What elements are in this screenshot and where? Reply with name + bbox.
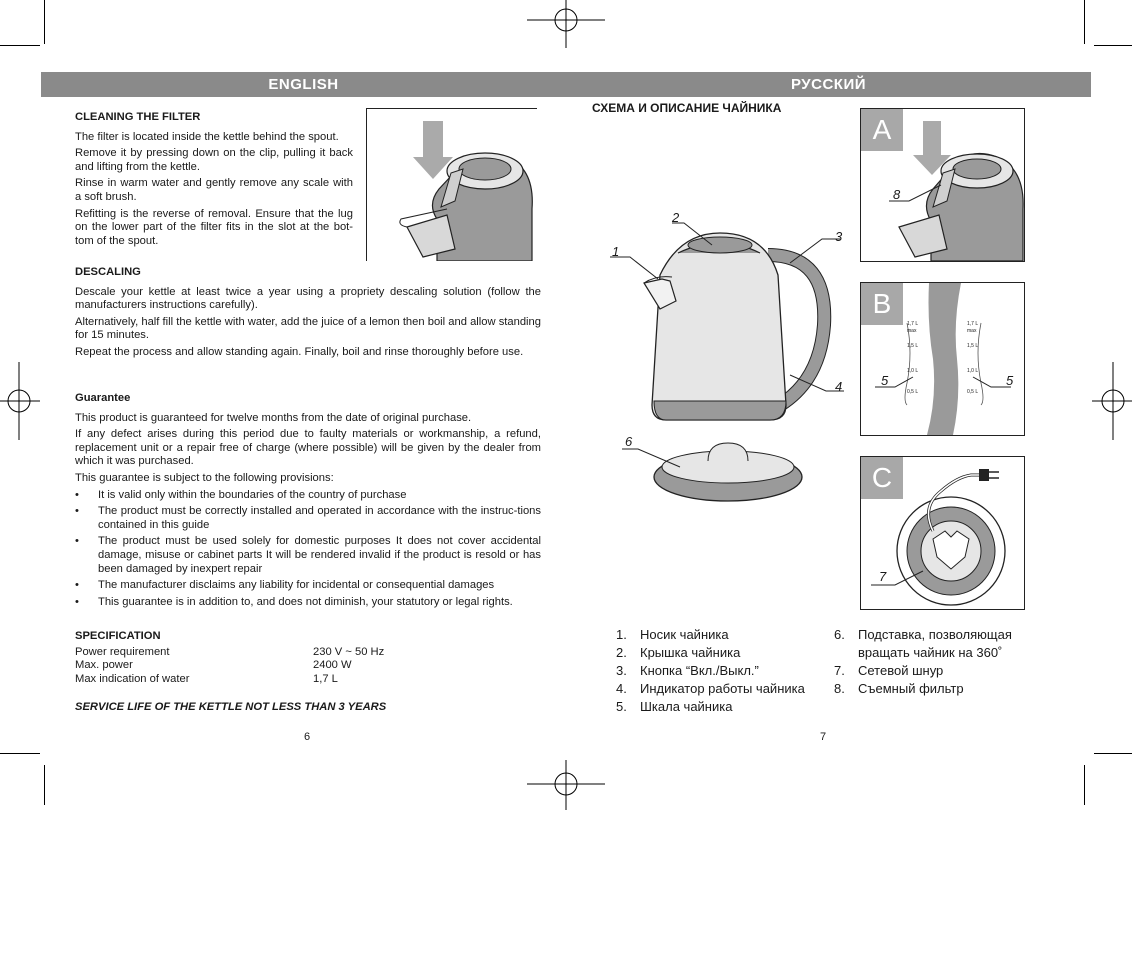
list-item: • This guarantee is in addition to, and does not diminish, your statutory or legal rights. (75, 596, 541, 610)
list-item (616, 698, 805, 716)
spec-label: Max indication of water (75, 672, 190, 685)
guarantee-provisions-list (75, 489, 541, 610)
list-item (616, 626, 805, 644)
guarantee-p3: This guarantee is subject to the following provisions: (75, 471, 334, 484)
callout-6: 6 (625, 434, 633, 449)
parts-list-right (834, 626, 1012, 698)
scale-mark: 1,7 L (967, 321, 979, 327)
cleaning-filter-title: CLEANING THE FILTER (75, 111, 201, 123)
russian-header: РУССКИЙ (566, 72, 1091, 97)
specification-title: SPECIFICATION (75, 630, 161, 642)
descaling-p1: Descale your kettle at least twice a year using a propriety descaling solution (follow the manufacturers instructions carefully). (75, 285, 541, 312)
list-item (616, 662, 805, 680)
cleaning-p1: The filter is located inside the kettle behind the spout. (75, 130, 339, 143)
callout-8: 8 (893, 187, 901, 202)
spec-row (75, 646, 541, 660)
list-item (616, 644, 805, 662)
scale-mark: 1,5 L (967, 343, 979, 349)
spec-label: Power requirement (75, 645, 170, 658)
scale-mark: 0,5 L (967, 389, 979, 395)
list-item (616, 680, 805, 698)
spec-value: 1,7 L (313, 672, 338, 685)
spec-row (75, 673, 541, 687)
cleaning-p4: Refitting is the reverse of removal. Ensure that the lug on the lower part of the filter fits in the slot at the bot-tom of the spout. (75, 207, 353, 247)
callout-2: 2 (672, 210, 680, 225)
spec-label: Max. power (75, 659, 133, 672)
scale-mark: 1,0 L (967, 368, 979, 374)
item-text: Носик чайника (640, 627, 729, 642)
panel-b (860, 282, 1025, 436)
filter-illustration (366, 108, 537, 261)
descaling-section (75, 266, 541, 363)
scale-mark: 1,0 L (907, 368, 919, 374)
page-number-right: 7 (820, 731, 827, 743)
panel-a-letter: A (861, 109, 903, 151)
descaling-title: DESCALING (75, 266, 141, 278)
item-text: Индикатор работы чайника (640, 681, 805, 696)
item-number: 5. (616, 699, 627, 714)
item-number: 8. (834, 681, 845, 696)
list-item (834, 644, 1012, 662)
panel-c (860, 456, 1025, 610)
item-text: Шкала чайника (640, 699, 733, 714)
list-item (834, 680, 1012, 698)
item-text: Сетевой шнур (858, 663, 944, 678)
item-text: Съемный фильтр (858, 681, 964, 696)
callout-4: 4 (835, 379, 843, 394)
spec-row (75, 659, 541, 673)
kettle-filter-drawing (367, 109, 537, 261)
item-number: 7. (834, 663, 845, 678)
scale-mark: 0,5 L (907, 389, 919, 395)
list-item: • The product must be used solely for domestic purposes It does not cover accidental damage, misuse or cabinet parts It will be rendered invalid if the product is resold or has been damaged by inexpert repair (75, 535, 541, 576)
item-number: 1. (616, 627, 627, 642)
panel-c-letter: C (861, 457, 903, 499)
guarantee-section (75, 392, 541, 612)
cleaning-p3: Rinse in warm water and gently remove any scale with a soft brush. (75, 177, 353, 203)
plug-icon (979, 469, 989, 481)
item-text: Кнопка “Вкл./Выкл.” (640, 663, 759, 678)
russian-title: СХЕМА И ОПИСАНИЕ ЧАЙНИКА (592, 101, 782, 115)
item-number: 6. (834, 627, 845, 642)
callout-3: 3 (835, 229, 843, 244)
cleaning-p2: Remove it by pressing down on the clip, pulling it back and lifting from the kettle. (75, 147, 353, 173)
guarantee-title: Guarantee (75, 392, 131, 404)
list-item: • It is valid only within the boundaries of the country of purchase (75, 489, 541, 503)
panel-a (860, 108, 1025, 262)
scale-mark: max (907, 328, 917, 334)
descaling-p2: Alternatively, half fill the kettle with water, add the juice of a lemon then boil and allow standing for 15 minutes. (75, 315, 541, 342)
parts-list-left (616, 626, 805, 716)
scale-mark: 1,7 L (907, 321, 919, 327)
scale-mark: max (967, 328, 977, 334)
service-life-note: SERVICE LIFE OF THE KETTLE NOT LESS THAN 3 YEARS (75, 701, 387, 713)
spec-value: 230 V ~ 50 Hz (313, 645, 385, 658)
spec-value: 2400 W (313, 659, 352, 672)
list-item (834, 626, 1012, 644)
list-item: • The manufacturer disclaims any liability for incidental or consequential damages (75, 579, 541, 593)
list-item (834, 662, 1012, 680)
item-text: вращать чайник на 360˚ (858, 645, 1003, 660)
page-number-left: 6 (304, 731, 311, 743)
item-text: Подставка, позволяющая (858, 627, 1012, 642)
cleaning-filter-section (75, 111, 353, 251)
scale-mark: 1,5 L (907, 343, 919, 349)
item-number: 3. (616, 663, 627, 678)
english-header: ENGLISH (41, 72, 566, 97)
guarantee-p1: This product is guaranteed for twelve months from the date of original purchase. (75, 411, 472, 424)
specification-section (75, 630, 541, 686)
item-number (834, 644, 858, 662)
item-number: 4. (616, 681, 627, 696)
item-text: Крышка чайника (640, 645, 741, 660)
panel-b-letter: B (861, 283, 903, 325)
kettle-diagram (600, 205, 855, 510)
callout-5-left: 5 (881, 373, 889, 388)
item-number: 2. (616, 645, 627, 660)
panel-b-leaders (861, 283, 1024, 435)
callout-7: 7 (879, 569, 887, 584)
list-item: • The product must be correctly installed and operated in accordance with the instruc-tions contained in this guide (75, 505, 541, 532)
callout-5-right: 5 (1006, 373, 1014, 388)
guarantee-p2: If any defect arises during this period due to faulty materials or workmanship, a refund, replacement unit or a repair free of charge (where possible) will be given by the dealer from which it was purchased. (75, 428, 541, 468)
descaling-p3: Repeat the process and allow standing again. Finally, boil and rinse thoroughly before use. (75, 345, 524, 358)
callout-1: 1 (612, 244, 620, 259)
